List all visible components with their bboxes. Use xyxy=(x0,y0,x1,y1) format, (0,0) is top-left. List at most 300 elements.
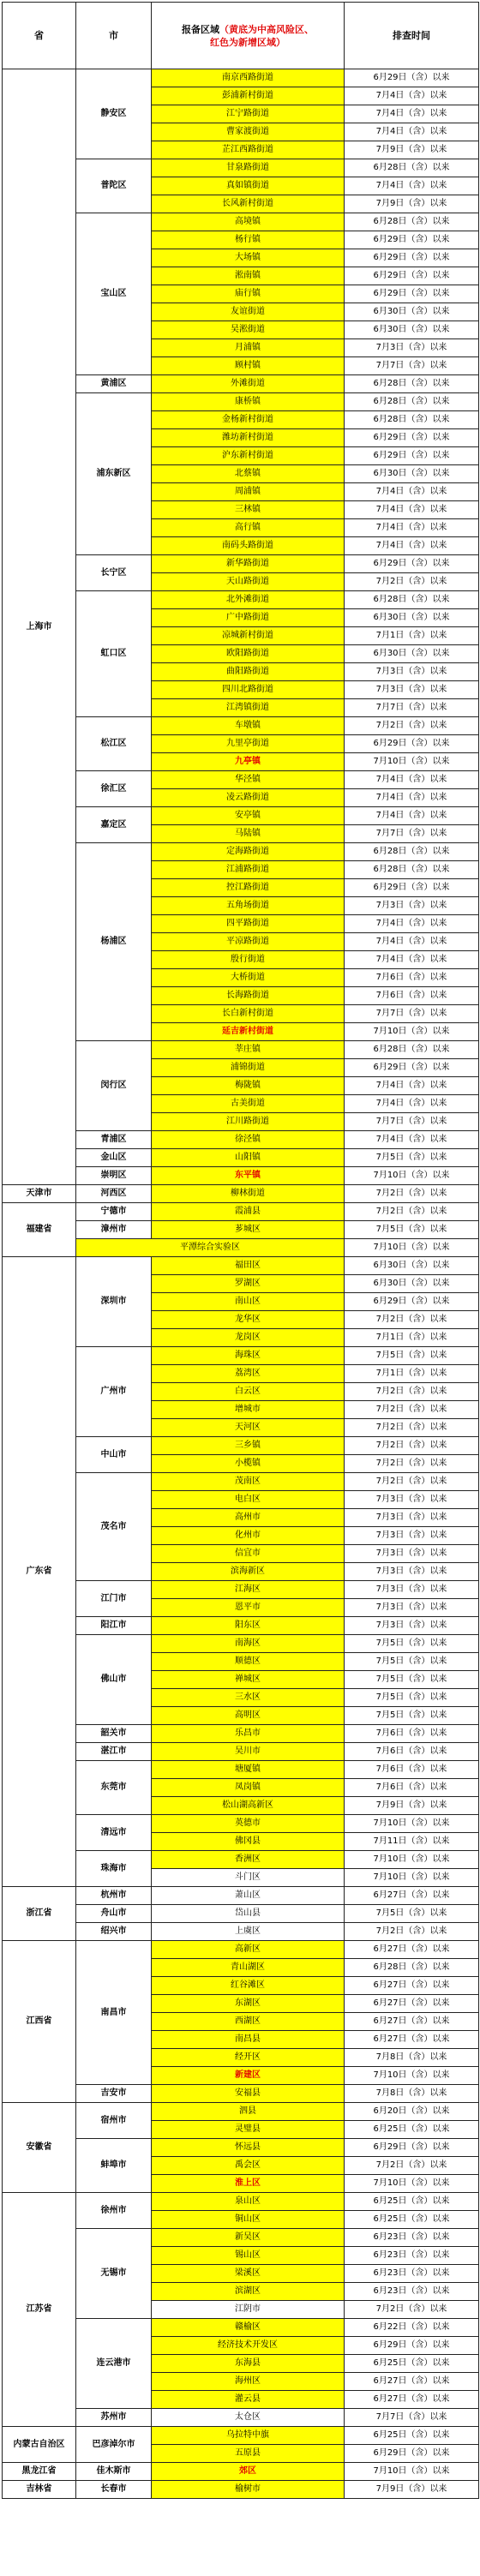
time-cell: 7月1日（含）以来 xyxy=(345,1365,479,1383)
time-cell: 7月4日（含）以来 xyxy=(345,807,479,825)
city-cell: 佛山市 xyxy=(76,1635,152,1725)
area-cell: 茂南区 xyxy=(152,1473,345,1491)
city-cell: 长宁区 xyxy=(76,555,152,591)
time-cell: 7月4日（含）以来 xyxy=(345,933,479,951)
area-cell: 柳林街道 xyxy=(152,1185,345,1203)
area-cell: 江阴市 xyxy=(152,2301,345,2319)
time-cell: 7月5日（含）以来 xyxy=(345,1347,479,1365)
time-cell: 6月30日（含）以来 xyxy=(345,645,479,663)
area-cell: 新吴区 xyxy=(152,2229,345,2247)
time-cell: 6月29日（含）以来 xyxy=(345,231,479,249)
time-cell: 7月8日（含）以来 xyxy=(345,2085,479,2103)
time-cell: 7月2日（含）以来 xyxy=(345,1455,479,1473)
area-cell: 广中路街道 xyxy=(152,609,345,627)
province-cell: 浙江省 xyxy=(3,1887,76,1941)
header-area-title: 报备区域 xyxy=(182,23,219,35)
time-cell: 7月2日（含）以来 xyxy=(345,2301,479,2319)
time-cell: 7月4日（含）以来 xyxy=(345,789,479,807)
time-cell: 6月23日（含）以来 xyxy=(345,2229,479,2247)
area-cell: 四川北路街道 xyxy=(152,681,345,699)
time-cell: 7月7日（含）以来 xyxy=(345,1113,479,1131)
time-cell: 7月10日（含）以来 xyxy=(345,1239,479,1257)
area-cell: 平潭综合实验区 xyxy=(76,1239,345,1257)
area-cell: 顾村镇 xyxy=(152,357,345,375)
area-cell: 乌拉特中旗 xyxy=(152,2427,345,2445)
time-cell: 6月29日（含）以来 xyxy=(345,735,479,753)
time-cell: 6月29日（含）以来 xyxy=(345,69,479,87)
city-cell: 东莞市 xyxy=(76,1761,152,1815)
city-cell: 广州市 xyxy=(76,1347,152,1437)
time-cell: 7月10日（含）以来 xyxy=(345,2463,479,2481)
time-cell: 7月4日（含）以来 xyxy=(345,1095,479,1113)
area-cell: 阳东区 xyxy=(152,1617,345,1635)
area-cell: 新华路街道 xyxy=(152,555,345,573)
area-cell: 塘厦镇 xyxy=(152,1761,345,1779)
table-row xyxy=(3,1185,479,1203)
area-cell: 增城市 xyxy=(152,1401,345,1419)
area-cell: 九里亭街道 xyxy=(152,735,345,753)
area-cell: 江宁路街道 xyxy=(152,105,345,123)
city-cell: 虹口区 xyxy=(76,591,152,717)
city-cell: 崇明区 xyxy=(76,1167,152,1185)
time-cell: 6月27日（含）以来 xyxy=(345,2013,479,2031)
time-cell: 6月25日（含）以来 xyxy=(345,2121,479,2139)
city-cell: 清远市 xyxy=(76,1815,152,1851)
area-cell: 高新区 xyxy=(152,1941,345,1959)
area-cell: 平凉路街道 xyxy=(152,933,345,951)
time-cell: 7月6日（含）以来 xyxy=(345,987,479,1005)
city-cell: 黄浦区 xyxy=(76,375,152,393)
area-cell: 殷行街道 xyxy=(152,951,345,969)
time-cell: 6月25日（含）以来 xyxy=(345,2355,479,2373)
time-cell: 7月10日（含）以来 xyxy=(345,2175,479,2193)
time-cell: 6月28日（含）以来 xyxy=(345,393,479,411)
table-row xyxy=(3,2103,479,2121)
time-cell: 7月1日（含）以来 xyxy=(345,627,479,645)
time-cell: 6月28日（含）以来 xyxy=(345,213,479,231)
city-cell: 闵行区 xyxy=(76,1041,152,1131)
table-row xyxy=(3,2427,479,2445)
area-cell: 恩平市 xyxy=(152,1599,345,1617)
time-cell: 7月4日（含）以来 xyxy=(345,177,479,195)
area-cell: 顺德区 xyxy=(152,1653,345,1671)
area-cell: 长白新村街道 xyxy=(152,1005,345,1023)
area-cell: 东平镇 xyxy=(152,1167,345,1185)
city-cell: 徐州市 xyxy=(76,2193,152,2229)
area-cell: 芷江西路街道 xyxy=(152,141,345,159)
area-cell: 淞南镇 xyxy=(152,267,345,285)
area-cell: 福田区 xyxy=(152,1257,345,1275)
time-cell: 7月10日（含）以来 xyxy=(345,1851,479,1869)
time-cell: 7月3日（含）以来 xyxy=(345,1527,479,1545)
time-cell: 7月3日（含）以来 xyxy=(345,1563,479,1581)
time-cell: 6月29日（含）以来 xyxy=(345,267,479,285)
time-cell: 7月11日（含）以来 xyxy=(345,1833,479,1851)
area-cell: 高行镇 xyxy=(152,519,345,537)
area-cell: 经济技术开发区 xyxy=(152,2337,345,2355)
province-cell: 安徽省 xyxy=(3,2103,76,2193)
city-cell: 徐汇区 xyxy=(76,771,152,807)
area-cell: 郊区 xyxy=(152,2463,345,2481)
time-cell: 7月7日（含）以来 xyxy=(345,825,479,843)
table-row xyxy=(3,2463,479,2481)
area-cell: 控江路街道 xyxy=(152,879,345,897)
area-cell: 周浦镇 xyxy=(152,483,345,501)
city-cell: 舟山市 xyxy=(76,1905,152,1923)
table-row xyxy=(3,1941,479,1959)
time-cell: 6月30日（含）以来 xyxy=(345,1257,479,1275)
time-cell: 7月5日（含）以来 xyxy=(345,1221,479,1239)
area-cell: 信宜市 xyxy=(152,1545,345,1563)
time-cell: 6月30日（含）以来 xyxy=(345,303,479,321)
time-cell: 6月28日（含）以来 xyxy=(345,1041,479,1059)
area-cell: 榆树市 xyxy=(152,2481,345,2499)
area-cell: 高州市 xyxy=(152,1509,345,1527)
area-cell: 古美街道 xyxy=(152,1095,345,1113)
area-cell: 怀远县 xyxy=(152,2139,345,2157)
area-cell: 天河区 xyxy=(152,1419,345,1437)
city-cell: 韶关市 xyxy=(76,1725,152,1743)
time-cell: 6月23日（含）以来 xyxy=(345,2265,479,2283)
area-cell: 松山湖高新区 xyxy=(152,1797,345,1815)
time-cell: 7月2日（含）以来 xyxy=(345,1401,479,1419)
time-cell: 6月30日（含）以来 xyxy=(345,465,479,483)
city-cell: 静安区 xyxy=(76,69,152,159)
area-cell: 欧阳路街道 xyxy=(152,645,345,663)
time-cell: 6月27日（含）以来 xyxy=(345,2031,479,2049)
area-cell: 灌云县 xyxy=(152,2391,345,2409)
time-cell: 7月4日（含）以来 xyxy=(345,951,479,969)
area-cell: 凤岗镇 xyxy=(152,1779,345,1797)
time-cell: 6月27日（含）以来 xyxy=(345,1887,479,1905)
time-cell: 6月27日（含）以来 xyxy=(345,1941,479,1959)
area-cell: 外滩街道 xyxy=(152,375,345,393)
city-cell: 阳江市 xyxy=(76,1617,152,1635)
area-cell: 曲阳路街道 xyxy=(152,663,345,681)
city-cell: 珠海市 xyxy=(76,1851,152,1887)
area-cell: 萧山区 xyxy=(152,1887,345,1905)
table-row xyxy=(3,2481,479,2499)
area-cell: 南京西路街道 xyxy=(152,69,345,87)
time-cell: 7月10日（含）以来 xyxy=(345,1869,479,1887)
time-cell: 7月4日（含）以来 xyxy=(345,771,479,789)
area-cell: 泗县 xyxy=(152,2103,345,2121)
area-cell: 月浦镇 xyxy=(152,339,345,357)
time-cell: 7月2日（含）以来 xyxy=(345,573,479,591)
time-cell: 7月3日（含）以来 xyxy=(345,681,479,699)
time-cell: 6月27日（含）以来 xyxy=(345,2373,479,2391)
area-cell: 高境镇 xyxy=(152,213,345,231)
area-cell: 北蔡镇 xyxy=(152,465,345,483)
time-cell: 6月27日（含）以来 xyxy=(345,1995,479,2013)
time-cell: 6月25日（含）以来 xyxy=(345,2427,479,2445)
province-cell: 黑龙江省 xyxy=(3,2463,76,2481)
city-cell: 长春市 xyxy=(76,2481,152,2499)
area-cell: 江川路街道 xyxy=(152,1113,345,1131)
time-cell: 6月28日（含）以来 xyxy=(345,843,479,861)
time-cell: 6月27日（含）以来 xyxy=(345,1977,479,1995)
area-cell: 北外滩街道 xyxy=(152,591,345,609)
area-cell: 山阳镇 xyxy=(152,1149,345,1167)
city-cell: 河西区 xyxy=(76,1185,152,1203)
table-row xyxy=(3,69,479,87)
area-cell: 天山路街道 xyxy=(152,573,345,591)
area-cell: 禅城区 xyxy=(152,1671,345,1689)
city-cell: 宿州市 xyxy=(76,2103,152,2139)
time-cell: 6月20日（含）以来 xyxy=(345,2103,479,2121)
time-cell: 7月10日（含）以来 xyxy=(345,2067,479,2085)
area-cell: 高明区 xyxy=(152,1707,345,1725)
time-cell: 7月4日（含）以来 xyxy=(345,1131,479,1149)
time-cell: 6月29日（含）以来 xyxy=(345,555,479,573)
header-area-note-2: 红色为新增区域） xyxy=(210,36,285,48)
time-cell: 7月3日（含）以来 xyxy=(345,1599,479,1617)
area-cell: 真如镇街道 xyxy=(152,177,345,195)
area-cell: 淮上区 xyxy=(152,2175,345,2193)
time-cell: 7月4日（含）以来 xyxy=(345,123,479,141)
city-cell: 吉安市 xyxy=(76,2085,152,2103)
area-cell: 海珠区 xyxy=(152,1347,345,1365)
time-cell: 7月3日（含）以来 xyxy=(345,339,479,357)
time-cell: 6月28日（含）以来 xyxy=(345,375,479,393)
time-cell: 7月2日（含）以来 xyxy=(345,1311,479,1329)
time-cell: 7月6日（含）以来 xyxy=(345,1743,479,1761)
area-cell: 上虞区 xyxy=(152,1923,345,1941)
time-cell: 6月28日（含）以来 xyxy=(345,591,479,609)
area-cell: 龙华区 xyxy=(152,1311,345,1329)
time-cell: 7月2日（含）以来 xyxy=(345,1185,479,1203)
time-cell: 6月29日（含）以来 xyxy=(345,1059,479,1077)
time-cell: 7月6日（含）以来 xyxy=(345,1725,479,1743)
risk-area-table-container xyxy=(2,2,478,2499)
time-cell: 6月23日（含）以来 xyxy=(345,2283,479,2301)
time-cell: 7月5日（含）以来 xyxy=(345,1635,479,1653)
city-cell: 青浦区 xyxy=(76,1131,152,1149)
city-cell: 湛江市 xyxy=(76,1743,152,1761)
table-row xyxy=(3,2193,479,2211)
area-cell: 泉山区 xyxy=(152,2193,345,2211)
area-cell: 南码头路街道 xyxy=(152,537,345,555)
area-cell: 彭浦新村街道 xyxy=(152,87,345,105)
area-cell: 凉城新村街道 xyxy=(152,627,345,645)
area-cell: 罗湖区 xyxy=(152,1275,345,1293)
time-cell: 7月9日（含）以来 xyxy=(345,1797,479,1815)
time-cell: 7月4日（含）以来 xyxy=(345,1077,479,1095)
area-cell: 莘庄镇 xyxy=(152,1041,345,1059)
table-body xyxy=(3,69,479,2499)
province-cell: 内蒙古自治区 xyxy=(3,2427,76,2463)
time-cell: 7月5日（含）以来 xyxy=(345,1653,479,1671)
area-cell: 青山湖区 xyxy=(152,1959,345,1977)
area-cell: 潍坊新村街道 xyxy=(152,429,345,447)
city-cell: 普陀区 xyxy=(76,159,152,213)
table-row xyxy=(3,1257,479,1275)
time-cell: 7月4日（含）以来 xyxy=(345,915,479,933)
area-cell: 斗门区 xyxy=(152,1869,345,1887)
area-cell: 经开区 xyxy=(152,2049,345,2067)
time-cell: 6月29日（含）以来 xyxy=(345,447,479,465)
time-cell: 6月30日（含）以来 xyxy=(345,609,479,627)
area-cell: 赣榆区 xyxy=(152,2319,345,2337)
area-cell: 庙行镇 xyxy=(152,285,345,303)
area-cell: 锡山区 xyxy=(152,2247,345,2265)
header-time: 排查时间 xyxy=(345,3,479,69)
area-cell: 龙岗区 xyxy=(152,1329,345,1347)
header-row xyxy=(3,3,479,69)
time-cell: 7月3日（含）以来 xyxy=(345,897,479,915)
area-cell: 香洲区 xyxy=(152,1851,345,1869)
province-cell: 吉林省 xyxy=(3,2481,76,2499)
header-province: 省 xyxy=(3,3,76,69)
city-cell: 松江区 xyxy=(76,717,152,771)
city-cell: 金山区 xyxy=(76,1149,152,1167)
city-cell: 苏州市 xyxy=(76,2409,152,2427)
time-cell: 7月7日（含）以来 xyxy=(345,699,479,717)
time-cell: 7月7日（含）以来 xyxy=(345,1005,479,1023)
time-cell: 6月25日（含）以来 xyxy=(345,2211,479,2229)
province-cell: 江苏省 xyxy=(3,2193,76,2427)
area-cell: 五原县 xyxy=(152,2445,345,2463)
time-cell: 7月9日（含）以来 xyxy=(345,2481,479,2499)
header-area-note-1: （黄底为中高风险区、 xyxy=(219,23,314,35)
city-cell: 杭州市 xyxy=(76,1887,152,1905)
area-cell: 凌云路街道 xyxy=(152,789,345,807)
area-cell: 马陆镇 xyxy=(152,825,345,843)
time-cell: 6月29日（含）以来 xyxy=(345,429,479,447)
area-cell: 四平路街道 xyxy=(152,915,345,933)
area-cell: 曹家渡街道 xyxy=(152,123,345,141)
area-cell: 三水区 xyxy=(152,1689,345,1707)
time-cell: 7月4日（含）以来 xyxy=(345,87,479,105)
header-area xyxy=(152,3,345,69)
city-cell: 中山市 xyxy=(76,1437,152,1473)
area-cell: 江海区 xyxy=(152,1581,345,1599)
time-cell: 7月2日（含）以来 xyxy=(345,1437,479,1455)
area-cell: 安亭镇 xyxy=(152,807,345,825)
area-cell: 甘泉路街道 xyxy=(152,159,345,177)
risk-area-table xyxy=(2,2,479,2499)
area-cell: 长风新村街道 xyxy=(152,195,345,213)
area-cell: 定海路街道 xyxy=(152,843,345,861)
area-cell: 铜山区 xyxy=(152,2211,345,2229)
area-cell: 延吉新村街道 xyxy=(152,1023,345,1041)
province-cell: 上海市 xyxy=(3,69,76,1185)
area-cell: 电白区 xyxy=(152,1491,345,1509)
time-cell: 6月29日（含）以来 xyxy=(345,1293,479,1311)
time-cell: 7月4日（含）以来 xyxy=(345,537,479,555)
time-cell: 7月6日（含）以来 xyxy=(345,1779,479,1797)
time-cell: 7月9日（含）以来 xyxy=(345,195,479,213)
city-cell: 宝山区 xyxy=(76,213,152,375)
time-cell: 7月2日（含）以来 xyxy=(345,1923,479,1941)
city-cell: 茂名市 xyxy=(76,1473,152,1581)
time-cell: 6月29日（含）以来 xyxy=(345,249,479,267)
time-cell: 7月8日（含）以来 xyxy=(345,2049,479,2067)
area-cell: 三林镇 xyxy=(152,501,345,519)
area-cell: 九亭镇 xyxy=(152,753,345,771)
city-cell: 蚌埠市 xyxy=(76,2139,152,2193)
city-cell: 杨浦区 xyxy=(76,843,152,1041)
area-cell: 滨海新区 xyxy=(152,1563,345,1581)
time-cell: 7月10日（含）以来 xyxy=(345,1167,479,1185)
time-cell: 7月4日（含）以来 xyxy=(345,105,479,123)
time-cell: 7月5日（含）以来 xyxy=(345,1689,479,1707)
time-cell: 6月28日（含）以来 xyxy=(345,411,479,429)
time-cell: 7月9日（含）以来 xyxy=(345,141,479,159)
area-cell: 岱山县 xyxy=(152,1905,345,1923)
area-cell: 滨湖区 xyxy=(152,2283,345,2301)
time-cell: 7月2日（含）以来 xyxy=(345,1473,479,1491)
time-cell: 7月3日（含）以来 xyxy=(345,663,479,681)
area-cell: 吴川市 xyxy=(152,1743,345,1761)
area-cell: 康桥镇 xyxy=(152,393,345,411)
time-cell: 6月29日（含）以来 xyxy=(345,2337,479,2355)
area-cell: 东湖区 xyxy=(152,1995,345,2013)
time-cell: 7月3日（含）以来 xyxy=(345,1509,479,1527)
time-cell: 7月7日（含）以来 xyxy=(345,2409,479,2427)
header-city: 市 xyxy=(76,3,152,69)
time-cell: 7月3日（含）以来 xyxy=(345,1491,479,1509)
area-cell: 新建区 xyxy=(152,2067,345,2085)
area-cell: 长海路街道 xyxy=(152,987,345,1005)
city-cell: 浦东新区 xyxy=(76,393,152,555)
time-cell: 7月3日（含）以来 xyxy=(345,1617,479,1635)
area-cell: 太仓区 xyxy=(152,2409,345,2427)
time-cell: 7月2日（含）以来 xyxy=(345,1419,479,1437)
area-cell: 南昌县 xyxy=(152,2031,345,2049)
time-cell: 6月29日（含）以来 xyxy=(345,285,479,303)
time-cell: 7月5日（含）以来 xyxy=(345,1905,479,1923)
area-cell: 友谊街道 xyxy=(152,303,345,321)
time-cell: 7月2日（含）以来 xyxy=(345,2157,479,2175)
time-cell: 7月4日（含）以来 xyxy=(345,483,479,501)
time-cell: 7月5日（含）以来 xyxy=(345,1149,479,1167)
time-cell: 7月3日（含）以来 xyxy=(345,1581,479,1599)
area-cell: 英德市 xyxy=(152,1815,345,1833)
time-cell: 6月29日（含）以来 xyxy=(345,2139,479,2157)
area-cell: 南山区 xyxy=(152,1293,345,1311)
city-cell: 佳木斯市 xyxy=(76,2463,152,2481)
area-cell: 三乡镇 xyxy=(152,1437,345,1455)
area-cell: 大桥街道 xyxy=(152,969,345,987)
area-cell: 灵璧县 xyxy=(152,2121,345,2139)
city-cell: 南昌市 xyxy=(76,1941,152,2085)
area-cell: 南海区 xyxy=(152,1635,345,1653)
time-cell: 6月28日（含）以来 xyxy=(345,1959,479,1977)
area-cell: 沪东新村街道 xyxy=(152,447,345,465)
time-cell: 6月29日（含）以来 xyxy=(345,2445,479,2463)
area-cell: 车墩镇 xyxy=(152,717,345,735)
area-cell: 大场镇 xyxy=(152,249,345,267)
area-cell: 白云区 xyxy=(152,1383,345,1401)
area-cell: 浦锦街道 xyxy=(152,1059,345,1077)
time-cell: 6月30日（含）以来 xyxy=(345,1275,479,1293)
area-cell: 化州市 xyxy=(152,1527,345,1545)
time-cell: 6月22日（含）以来 xyxy=(345,2319,479,2337)
city-cell: 漳州市 xyxy=(76,1221,152,1239)
area-cell: 乐昌市 xyxy=(152,1725,345,1743)
province-cell: 广东省 xyxy=(3,1257,76,1887)
city-cell: 宁德市 xyxy=(76,1203,152,1221)
time-cell: 7月2日（含）以来 xyxy=(345,717,479,735)
city-cell: 巴彦淖尔市 xyxy=(76,2427,152,2463)
area-cell: 华泾镇 xyxy=(152,771,345,789)
time-cell: 6月28日（含）以来 xyxy=(345,159,479,177)
area-cell: 安福县 xyxy=(152,2085,345,2103)
area-cell: 江湾镇街道 xyxy=(152,699,345,717)
area-cell: 霞浦县 xyxy=(152,1203,345,1221)
city-cell: 深圳市 xyxy=(76,1257,152,1347)
